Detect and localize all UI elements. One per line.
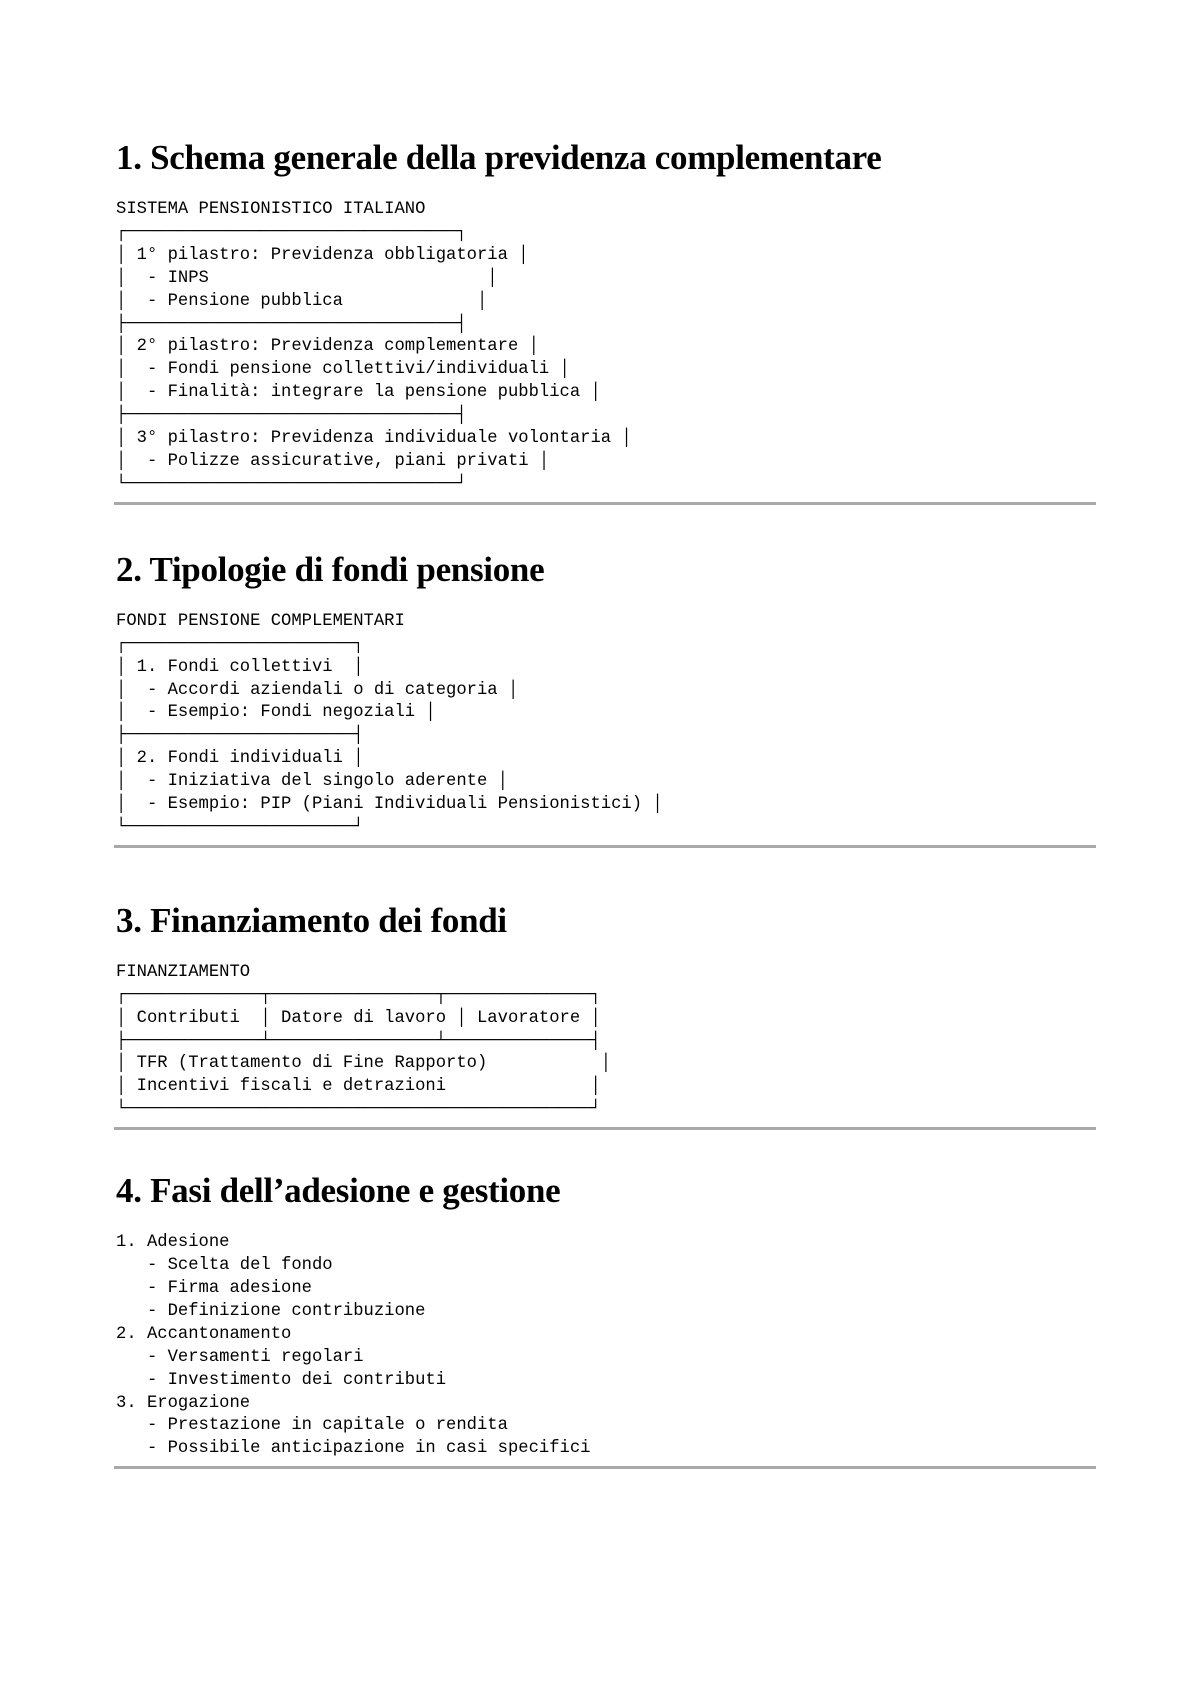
section-fasi-adesione bbox=[116, 1171, 1096, 1469]
funding-diagram: FINANZIAMENTO ┌─────────────┬────────────────┬──────────────┐ │ Contributi │ Datore di lavoro │ Lavoratore │ ├─────────────┴────────────────┴──────────────┤ │ TFR (Trattamento di Fine Rapporto) │ │ Incentivi fiscali e detrazioni │ └─────────────────────────────────────────────┘ bbox=[116, 962, 612, 1120]
document-page bbox=[116, 138, 1096, 1469]
section-divider bbox=[114, 845, 1096, 848]
section-divider bbox=[114, 1466, 1096, 1469]
section-finanziamento bbox=[116, 901, 1096, 1130]
pillars-diagram: SISTEMA PENSIONISTICO ITALIANO ┌────────────────────────────────┐ │ 1° pilastro: Previdenza obbligatoria │ │ - INPS │ │ - Pensione pubblica │ ├────────────────────────────────┤ │ 2° pilastro: Previdenza complementare │ │ - Fondi pensione collettivi/individuali │ │ - Finalità: integrare la pensione pubblica │ ├────────────────────────────────┤ │ 3° pilastro: Previdenza individuale volontaria │ │ - Polizze assicurative, piani privati │ └────────────────────────────────┘ bbox=[116, 200, 632, 494]
section-divider bbox=[114, 1127, 1096, 1130]
section-title: 4. Fasi dell’adesione e gestione bbox=[116, 1171, 561, 1211]
section-divider bbox=[114, 502, 1096, 505]
section-tipologie-fondi bbox=[116, 550, 1096, 848]
section-title: 1. Schema generale della previdenza complementare bbox=[116, 138, 882, 177]
section-title: 2. Tipologie di fondi pensione bbox=[116, 549, 545, 589]
section-schema-generale bbox=[116, 138, 1096, 505]
phases-list: 1. Adesione - Scelta del fondo - Firma adesione - Definizione contribuzione 2. Accantonamento - Versamenti regolari - Investimento dei contributi 3. Erogazione - Prestazione in capitale o rendita - Possibile anticipazione in casi specifici bbox=[116, 1233, 591, 1459]
fund-types-diagram: FONDI PENSIONE COMPLEMENTARI ┌──────────────────────┐ │ 1. Fondi collettivi │ │ - Accordi aziendali o di categoria │ │ - Esempio: Fondi negoziali │ ├──────────────────────┤ │ 2. Fondi individuali │ │ - Iniziativa del singolo aderente │ │ - Esempio: PIP (Piani Individuali Pensionistici) │ └──────────────────────┘ bbox=[116, 611, 663, 837]
section-title: 3. Finanziamento dei fondi bbox=[116, 900, 507, 940]
